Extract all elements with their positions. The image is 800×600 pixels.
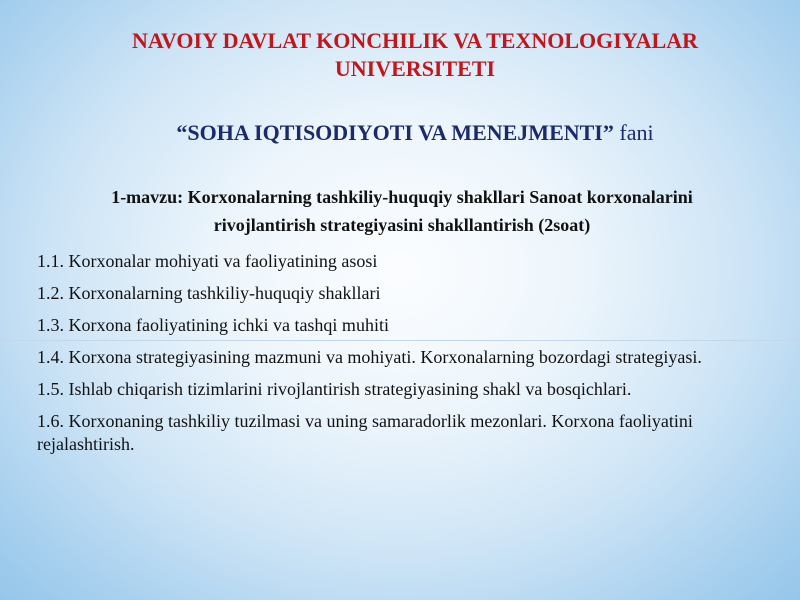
subtopic-item: 1.3. Korxona faoliyatining ichki va tashqi muhiti xyxy=(37,315,389,335)
subtopic-item: 1.6. Korxonaning tashkiliy tuzilmasi va uning samaradorlik mezonlari. Korxona faoliyatini rejalashtirish. xyxy=(37,411,693,454)
subtopic-item: 1.5. Ishlab chiqarish tizimlarini rivojlantirish strategiyasining shakl va bosqichlari. xyxy=(37,379,632,399)
subtopic-list xyxy=(37,250,782,465)
university-title-line-2: UNIVERSITETI xyxy=(334,56,496,81)
topic-heading xyxy=(22,183,782,239)
course-title xyxy=(60,119,770,147)
subtopic-item: 1.1. Korxonalar mohiyati va faoliyatining asosi xyxy=(37,251,378,271)
university-title-line-1: NAVOIY DAVLAT KONCHILIK VA TEXNOLOGIYALAR xyxy=(131,28,699,53)
topic-line-1: 1-mavzu: Korxonalarning tashkiliy-huquqiy shakllari Sanoat korxonalarini xyxy=(111,187,693,207)
course-suffix: fani xyxy=(619,120,654,145)
course-name: “SOHA IQTISODIYOTI VA MENEJMENTI” xyxy=(176,120,614,145)
university-title xyxy=(60,27,770,83)
subtopic-item: 1.4. Korxona strategiyasining mazmuni va mohiyati. Korxonalarning bozordagi strategiyasi. xyxy=(37,347,702,367)
subtopic-item: 1.2. Korxonalarning tashkiliy-huquqiy shakllari xyxy=(37,283,381,303)
topic-line-2: rivojlantirish strategiyasini shakllantirish (2soat) xyxy=(213,215,591,235)
